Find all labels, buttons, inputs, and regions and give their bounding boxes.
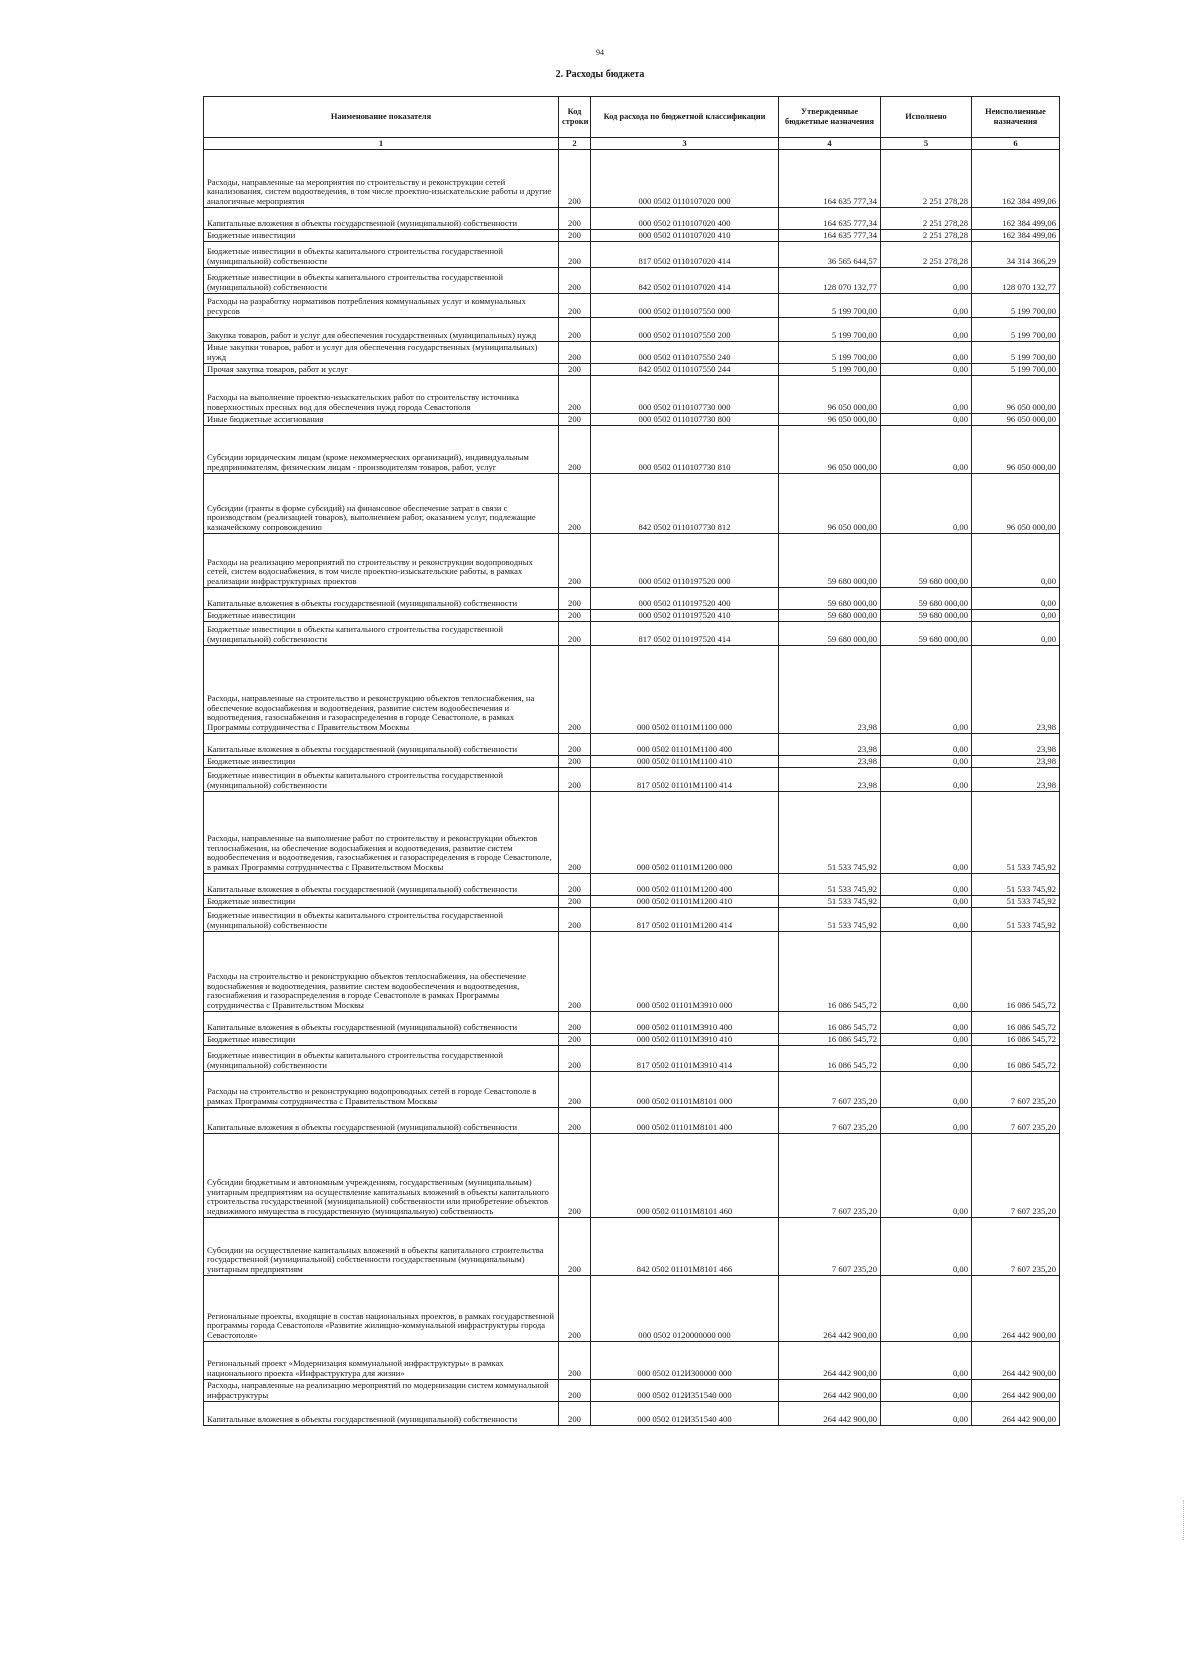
row-executed: 0,00 [881, 1108, 972, 1134]
row-executed: 0,00 [881, 1276, 972, 1342]
row-name: Субсидии юридическим лицам (кроме некоммерческих организаций), индивидуальным предпринимателям, физическим лицам - производителям товаров, работ, услуг [204, 426, 559, 474]
row-name: Капитальные вложения в объекты государственной (муниципальной) собственности [204, 208, 559, 230]
row-line-code: 200 [559, 610, 591, 622]
row-kbk: 000 0502 0110107730 000 [591, 376, 779, 414]
row-unexecuted: 5 199 700,00 [972, 342, 1060, 364]
row-executed: 0,00 [881, 1134, 972, 1218]
row-line-code: 200 [559, 376, 591, 414]
row-executed: 59 680 000,00 [881, 610, 972, 622]
row-name: Региональный проект «Модернизация коммунальной инфраструктуры» в рамках национального проекта «Инфраструктура для жизни» [204, 1342, 559, 1380]
row-kbk: 000 0502 012И300000 000 [591, 1342, 779, 1380]
row-approved: 164 635 777,34 [779, 150, 881, 208]
row-name: Бюджетные инвестиции в объекты капитального строительства государственной (муниципальной) собственности [204, 1046, 559, 1072]
row-approved: 59 680 000,00 [779, 610, 881, 622]
row-unexecuted: 5 199 700,00 [972, 294, 1060, 318]
table-row [204, 1034, 1060, 1046]
row-executed: 0,00 [881, 414, 972, 426]
table-row [204, 1108, 1060, 1134]
row-executed: 0,00 [881, 364, 972, 376]
row-unexecuted: 128 070 132,77 [972, 268, 1060, 294]
row-executed: 0,00 [881, 756, 972, 768]
row-unexecuted: 16 086 545,72 [972, 1046, 1060, 1072]
row-approved: 36 565 644,57 [779, 242, 881, 268]
table-row [204, 756, 1060, 768]
row-kbk: 000 0502 012И351540 400 [591, 1402, 779, 1426]
row-approved: 264 442 900,00 [779, 1342, 881, 1380]
row-name: Капитальные вложения в объекты государственной (муниципальной) собственности [204, 874, 559, 896]
row-unexecuted: 23,98 [972, 646, 1060, 734]
row-kbk: 000 0502 01101М8101 000 [591, 1072, 779, 1108]
row-line-code: 200 [559, 1046, 591, 1072]
row-executed: 0,00 [881, 376, 972, 414]
row-approved: 96 050 000,00 [779, 376, 881, 414]
row-kbk: 000 0502 0110107020 000 [591, 150, 779, 208]
row-kbk: 842 0502 0110107550 244 [591, 364, 779, 376]
row-line-code: 200 [559, 896, 591, 908]
row-executed: 0,00 [881, 1034, 972, 1046]
table-row [204, 1380, 1060, 1402]
row-kbk: 000 0502 0110197520 410 [591, 610, 779, 622]
row-kbk: 000 0502 01101М1100 410 [591, 756, 779, 768]
row-name: Расходы, направленные на мероприятия по строительству и реконструкции сетей канализования, систем водоотведения, в том числе проектно-изыскательские работы и другие аналогичные мероприятия [204, 150, 559, 208]
row-name: Региональные проекты, входящие в состав национальных проектов, в рамках государственной программы города Севастополя «Развитие жилищно-коммунальной инфраструктуры города Севастополя» [204, 1276, 559, 1342]
row-name: Бюджетные инвестиции [204, 756, 559, 768]
row-unexecuted: 0,00 [972, 622, 1060, 646]
row-kbk: 000 0502 01101М1100 000 [591, 646, 779, 734]
table-row [204, 342, 1060, 364]
row-kbk: 000 0502 01101М8101 460 [591, 1134, 779, 1218]
table-row [204, 1134, 1060, 1218]
row-name: Капитальные вложения в объекты государственной (муниципальной) собственности [204, 1402, 559, 1426]
row-kbk: 842 0502 0110107020 414 [591, 268, 779, 294]
table-row [204, 874, 1060, 896]
row-executed: 0,00 [881, 318, 972, 342]
row-kbk: 000 0502 0110107020 410 [591, 230, 779, 242]
row-approved: 164 635 777,34 [779, 208, 881, 230]
column-number: 5 [881, 138, 972, 150]
row-line-code: 200 [559, 588, 591, 610]
row-executed: 2 251 278,28 [881, 230, 972, 242]
row-executed: 2 251 278,28 [881, 208, 972, 230]
row-line-code: 200 [559, 1380, 591, 1402]
row-line-code: 200 [559, 426, 591, 474]
row-executed: 0,00 [881, 1218, 972, 1276]
row-name: Бюджетные инвестиции [204, 1034, 559, 1046]
budget-expenses-table [203, 96, 1060, 1426]
row-name: Капитальные вложения в объекты государственной (муниципальной) собственности [204, 734, 559, 756]
row-kbk: 842 0502 01101М8101 466 [591, 1218, 779, 1276]
row-kbk: 000 0502 01101М1200 410 [591, 896, 779, 908]
row-line-code: 200 [559, 768, 591, 792]
row-name: Субсидии бюджетным и автономным учреждениям, государственным (муниципальным) унитарным предприятиям на осуществление капитальных вложений в объекты капитального строительства государственной (муниципальной) собственности или приобретение объектов недвижимого имущества в государственную (муниципальную) собственность [204, 1134, 559, 1218]
row-unexecuted: 0,00 [972, 610, 1060, 622]
table-row [204, 1276, 1060, 1342]
row-executed: 0,00 [881, 792, 972, 874]
table-row [204, 150, 1060, 208]
row-line-code: 200 [559, 1342, 591, 1380]
row-name: Бюджетные инвестиции в объекты капитального строительства государственной (муниципальной) собственности [204, 268, 559, 294]
row-kbk: 817 0502 0110107020 414 [591, 242, 779, 268]
row-line-code: 200 [559, 932, 591, 1012]
row-name: Бюджетные инвестиции в объекты капитального строительства государственной (муниципальной) собственности [204, 768, 559, 792]
row-name: Расходы на реализацию мероприятий по строительству и реконструкции водопроводных сетей, систем водоснабжения, в том числе проектно-изыскательские работы, в рамках реализации инфраструктурных проектов [204, 534, 559, 588]
table-row [204, 792, 1060, 874]
row-kbk: 000 0502 0110107550 000 [591, 294, 779, 318]
row-approved: 23,98 [779, 646, 881, 734]
row-line-code: 200 [559, 364, 591, 376]
row-name: Прочая закупка товаров, работ и услуг [204, 364, 559, 376]
row-kbk: 000 0502 0120000000 000 [591, 1276, 779, 1342]
row-executed: 0,00 [881, 932, 972, 1012]
row-kbk: 000 0502 0110197520 400 [591, 588, 779, 610]
row-kbk: 817 0502 01101М1200 414 [591, 908, 779, 932]
row-executed: 0,00 [881, 474, 972, 534]
column-number: 1 [204, 138, 559, 150]
row-kbk: 000 0502 01101М1100 400 [591, 734, 779, 756]
row-line-code: 200 [559, 792, 591, 874]
row-executed: 0,00 [881, 268, 972, 294]
row-unexecuted: 51 533 745,92 [972, 908, 1060, 932]
header-executed: Исполнено [881, 97, 972, 138]
row-executed: 0,00 [881, 1072, 972, 1108]
table-row [204, 474, 1060, 534]
row-line-code: 200 [559, 1134, 591, 1218]
row-name: Капитальные вложения в объекты государственной (муниципальной) собственности [204, 1108, 559, 1134]
table-row [204, 622, 1060, 646]
row-unexecuted: 23,98 [972, 768, 1060, 792]
row-name: Бюджетные инвестиции в объекты капитального строительства государственной (муниципальной) собственности [204, 242, 559, 268]
row-executed: 0,00 [881, 734, 972, 756]
row-executed: 0,00 [881, 768, 972, 792]
table-row [204, 768, 1060, 792]
row-approved: 23,98 [779, 734, 881, 756]
row-name: Расходы на разработку нормативов потребления коммунальных услуг и коммунальных ресурсов [204, 294, 559, 318]
column-number: 3 [591, 138, 779, 150]
row-executed: 0,00 [881, 908, 972, 932]
table-row [204, 208, 1060, 230]
table-row [204, 908, 1060, 932]
row-approved: 59 680 000,00 [779, 534, 881, 588]
row-unexecuted: 7 607 235,20 [972, 1134, 1060, 1218]
row-executed: 59 680 000,00 [881, 588, 972, 610]
row-unexecuted: 264 442 900,00 [972, 1380, 1060, 1402]
row-line-code: 200 [559, 1034, 591, 1046]
row-line-code: 200 [559, 1276, 591, 1342]
row-unexecuted: 51 533 745,92 [972, 896, 1060, 908]
column-number: 6 [972, 138, 1060, 150]
table-row [204, 1218, 1060, 1276]
row-unexecuted: 34 314 366,29 [972, 242, 1060, 268]
row-approved: 5 199 700,00 [779, 342, 881, 364]
row-approved: 164 635 777,34 [779, 230, 881, 242]
row-unexecuted: 264 442 900,00 [972, 1402, 1060, 1426]
table-row [204, 376, 1060, 414]
table-row [204, 734, 1060, 756]
row-unexecuted: 96 050 000,00 [972, 376, 1060, 414]
table-row [204, 896, 1060, 908]
row-kbk: 000 0502 01101М3910 000 [591, 932, 779, 1012]
row-executed: 0,00 [881, 1402, 972, 1426]
row-name: Расходы на строительство и реконструкцию объектов теплоснабжения, на обеспечение водоснабжения и водоотведения, развитие систем водообеспечения и водоотведения, газоснабжения и газораспределения в городе Севастополе в рамках Программы сотрудничества с Правительством Москвы [204, 932, 559, 1012]
row-kbk: 000 0502 0110107550 240 [591, 342, 779, 364]
row-executed: 2 251 278,28 [881, 150, 972, 208]
table-row [204, 268, 1060, 294]
row-kbk: 000 0502 0110107550 200 [591, 318, 779, 342]
row-name: Бюджетные инвестиции в объекты капитального строительства государственной (муниципальной) собственности [204, 622, 559, 646]
row-kbk: 000 0502 01101М1200 000 [591, 792, 779, 874]
table-row [204, 230, 1060, 242]
row-kbk: 000 0502 0110107730 810 [591, 426, 779, 474]
table-row [204, 646, 1060, 734]
row-kbk: 000 0502 012И351540 000 [591, 1380, 779, 1402]
row-unexecuted: 51 533 745,92 [972, 874, 1060, 896]
table-row [204, 364, 1060, 376]
table-row [204, 294, 1060, 318]
row-unexecuted: 264 442 900,00 [972, 1276, 1060, 1342]
row-approved: 96 050 000,00 [779, 414, 881, 426]
row-name: Расходы на выполнение проектно-изыскательских работ по строительству источника поверхностных пресных вод для обеспечения нужд города Севастополя [204, 376, 559, 414]
table-row [204, 318, 1060, 342]
row-approved: 51 533 745,92 [779, 908, 881, 932]
row-line-code: 200 [559, 874, 591, 896]
row-line-code: 200 [559, 1012, 591, 1034]
row-line-code: 200 [559, 150, 591, 208]
row-approved: 96 050 000,00 [779, 426, 881, 474]
row-unexecuted: 264 442 900,00 [972, 1342, 1060, 1380]
column-number: 4 [779, 138, 881, 150]
row-approved: 51 533 745,92 [779, 874, 881, 896]
row-line-code: 200 [559, 242, 591, 268]
row-unexecuted: 16 086 545,72 [972, 932, 1060, 1012]
table-row [204, 610, 1060, 622]
row-kbk: 000 0502 0110107730 800 [591, 414, 779, 426]
row-kbk: 000 0502 01101М3910 410 [591, 1034, 779, 1046]
row-approved: 96 050 000,00 [779, 474, 881, 534]
row-kbk: 817 0502 01101М1100 414 [591, 768, 779, 792]
row-approved: 16 086 545,72 [779, 1034, 881, 1046]
table-row [204, 1342, 1060, 1380]
table-row [204, 1072, 1060, 1108]
row-kbk: 000 0502 0110107020 400 [591, 208, 779, 230]
row-line-code: 200 [559, 230, 591, 242]
row-line-code: 200 [559, 342, 591, 364]
row-unexecuted: 5 199 700,00 [972, 318, 1060, 342]
page-number: 94 [596, 48, 604, 57]
row-executed: 0,00 [881, 294, 972, 318]
row-kbk: 000 0502 01101М3910 400 [591, 1012, 779, 1034]
table-row [204, 242, 1060, 268]
table-row [204, 588, 1060, 610]
row-unexecuted: 162 384 499,06 [972, 208, 1060, 230]
row-approved: 16 086 545,72 [779, 1012, 881, 1034]
row-name: Закупка товаров, работ и услуг для обеспечения государственных (муниципальных) нужд [204, 318, 559, 342]
row-unexecuted: 96 050 000,00 [972, 426, 1060, 474]
row-approved: 59 680 000,00 [779, 588, 881, 610]
row-line-code: 200 [559, 208, 591, 230]
row-executed: 0,00 [881, 426, 972, 474]
row-line-code: 200 [559, 1218, 591, 1276]
row-line-code: 200 [559, 908, 591, 932]
row-line-code: 200 [559, 734, 591, 756]
row-approved: 264 442 900,00 [779, 1380, 881, 1402]
row-unexecuted: 7 607 235,20 [972, 1072, 1060, 1108]
row-name: Бюджетные инвестиции [204, 896, 559, 908]
row-kbk: 000 0502 0110197520 000 [591, 534, 779, 588]
row-executed: 0,00 [881, 1012, 972, 1034]
row-unexecuted: 23,98 [972, 734, 1060, 756]
row-approved: 7 607 235,20 [779, 1072, 881, 1108]
row-executed: 0,00 [881, 646, 972, 734]
row-kbk: 000 0502 01101М8101 400 [591, 1108, 779, 1134]
header-unexecuted: Неисполненные назначения [972, 97, 1060, 138]
row-approved: 5 199 700,00 [779, 294, 881, 318]
header-approved: Утвержденные бюджетные назначения [779, 97, 881, 138]
row-line-code: 200 [559, 622, 591, 646]
table-row [204, 534, 1060, 588]
row-unexecuted: 51 533 745,92 [972, 792, 1060, 874]
row-unexecuted: 23,98 [972, 756, 1060, 768]
row-approved: 16 086 545,72 [779, 932, 881, 1012]
row-name: Капитальные вложения в объекты государственной (муниципальной) собственности [204, 588, 559, 610]
row-name: Расходы, направленные на выполнение работ по строительству и реконструкции объектов теплоснабжения, на обеспечение водоснабжения и водоотведения, развитие систем водообеспечения и водоотведения, газоснабжения и газораспределения в городе Севастополе, в рамках Программы сотрудничества с Правительством Москвы [204, 792, 559, 874]
section-title: 2. Расходы бюджета [555, 69, 645, 80]
row-approved: 264 442 900,00 [779, 1402, 881, 1426]
row-unexecuted: 96 050 000,00 [972, 474, 1060, 534]
row-name: Бюджетные инвестиции в объекты капитального строительства государственной (муниципальной) собственности [204, 908, 559, 932]
row-unexecuted: 7 607 235,20 [972, 1218, 1060, 1276]
row-line-code: 200 [559, 1108, 591, 1134]
row-name: Бюджетные инвестиции [204, 610, 559, 622]
row-line-code: 200 [559, 646, 591, 734]
row-line-code: 200 [559, 474, 591, 534]
row-approved: 7 607 235,20 [779, 1218, 881, 1276]
table-row [204, 932, 1060, 1012]
row-approved: 5 199 700,00 [779, 364, 881, 376]
row-unexecuted: 0,00 [972, 588, 1060, 610]
row-kbk: 000 0502 01101М1200 400 [591, 874, 779, 896]
table-row [204, 1046, 1060, 1072]
row-executed: 59 680 000,00 [881, 622, 972, 646]
header-line-code: Код строки [559, 97, 591, 138]
row-executed: 0,00 [881, 1342, 972, 1380]
row-approved: 51 533 745,92 [779, 792, 881, 874]
row-name: Субсидии (гранты в форме субсидий) на финансовое обеспечение затрат в связи с производством (реализацией товаров), выполнением работ, оказанием услуг, подлежащие казначейскому сопровождению [204, 474, 559, 534]
row-name: Иные закупки товаров, работ и услуг для обеспечения государственных (муниципальных) нужд [204, 342, 559, 364]
table-row [204, 1012, 1060, 1034]
row-unexecuted: 162 384 499,06 [972, 150, 1060, 208]
row-approved: 23,98 [779, 756, 881, 768]
row-approved: 16 086 545,72 [779, 1046, 881, 1072]
row-approved: 51 533 745,92 [779, 896, 881, 908]
row-approved: 264 442 900,00 [779, 1276, 881, 1342]
row-unexecuted: 16 086 545,72 [972, 1012, 1060, 1034]
row-unexecuted: 0,00 [972, 534, 1060, 588]
row-executed: 0,00 [881, 874, 972, 896]
row-line-code: 200 [559, 414, 591, 426]
row-name: Иные бюджетные ассигнования [204, 414, 559, 426]
row-unexecuted: 96 050 000,00 [972, 414, 1060, 426]
table-row [204, 414, 1060, 426]
column-numbers-row [204, 138, 1060, 150]
row-unexecuted: 16 086 545,72 [972, 1034, 1060, 1046]
row-kbk: 817 0502 01101М3910 414 [591, 1046, 779, 1072]
table-row [204, 1402, 1060, 1426]
row-executed: 2 251 278,28 [881, 242, 972, 268]
row-name: Бюджетные инвестиции [204, 230, 559, 242]
row-line-code: 200 [559, 318, 591, 342]
row-approved: 128 070 132,77 [779, 268, 881, 294]
row-name: Расходы, направленные на строительство и реконструкцию объектов теплоснабжения, на обеспечение водоснабжения и водоотведения, развитие систем водообеспечения и водоотведения, газоснабжения и газораспределения в городе Севастополе, в рамках Программы сотрудничества с Правительством Москвы [204, 646, 559, 734]
row-kbk: 842 0502 0110107730 812 [591, 474, 779, 534]
row-line-code: 200 [559, 534, 591, 588]
row-unexecuted: 5 199 700,00 [972, 364, 1060, 376]
row-executed: 0,00 [881, 1046, 972, 1072]
header-kbk: Код расхода по бюджетной классификации [591, 97, 779, 138]
row-executed: 59 680 000,00 [881, 534, 972, 588]
row-approved: 23,98 [779, 768, 881, 792]
row-approved: 59 680 000,00 [779, 622, 881, 646]
header-name: Наименование показателя [204, 97, 559, 138]
row-approved: 5 199 700,00 [779, 318, 881, 342]
table-header-row [204, 97, 1060, 138]
row-line-code: 200 [559, 268, 591, 294]
row-approved: 7 607 235,20 [779, 1134, 881, 1218]
row-line-code: 200 [559, 756, 591, 768]
row-executed: 0,00 [881, 1380, 972, 1402]
row-approved: 7 607 235,20 [779, 1108, 881, 1134]
column-number: 2 [559, 138, 591, 150]
row-executed: 0,00 [881, 896, 972, 908]
row-unexecuted: 7 607 235,20 [972, 1108, 1060, 1134]
row-line-code: 200 [559, 1402, 591, 1426]
table-row [204, 426, 1060, 474]
row-line-code: 200 [559, 294, 591, 318]
row-unexecuted: 162 384 499,06 [972, 230, 1060, 242]
scan-margin-mark [1183, 1500, 1186, 1540]
row-name: Расходы, направленные на реализацию мероприятий по модернизации систем коммунальной инфраструктуры [204, 1380, 559, 1402]
row-name: Капитальные вложения в объекты государственной (муниципальной) собственности [204, 1012, 559, 1034]
row-executed: 0,00 [881, 342, 972, 364]
row-name: Субсидии на осуществление капитальных вложений в объекты капитального строительства государственной (муниципальной) собственности государственным (муниципальным) унитарным предприятиям [204, 1218, 559, 1276]
row-kbk: 817 0502 0110197520 414 [591, 622, 779, 646]
row-line-code: 200 [559, 1072, 591, 1108]
table-body [204, 150, 1060, 1426]
row-name: Расходы на строительство и реконструкцию водопроводных сетей в городе Севастополе в рамках Программы сотрудничества с Правительством Москвы [204, 1072, 559, 1108]
